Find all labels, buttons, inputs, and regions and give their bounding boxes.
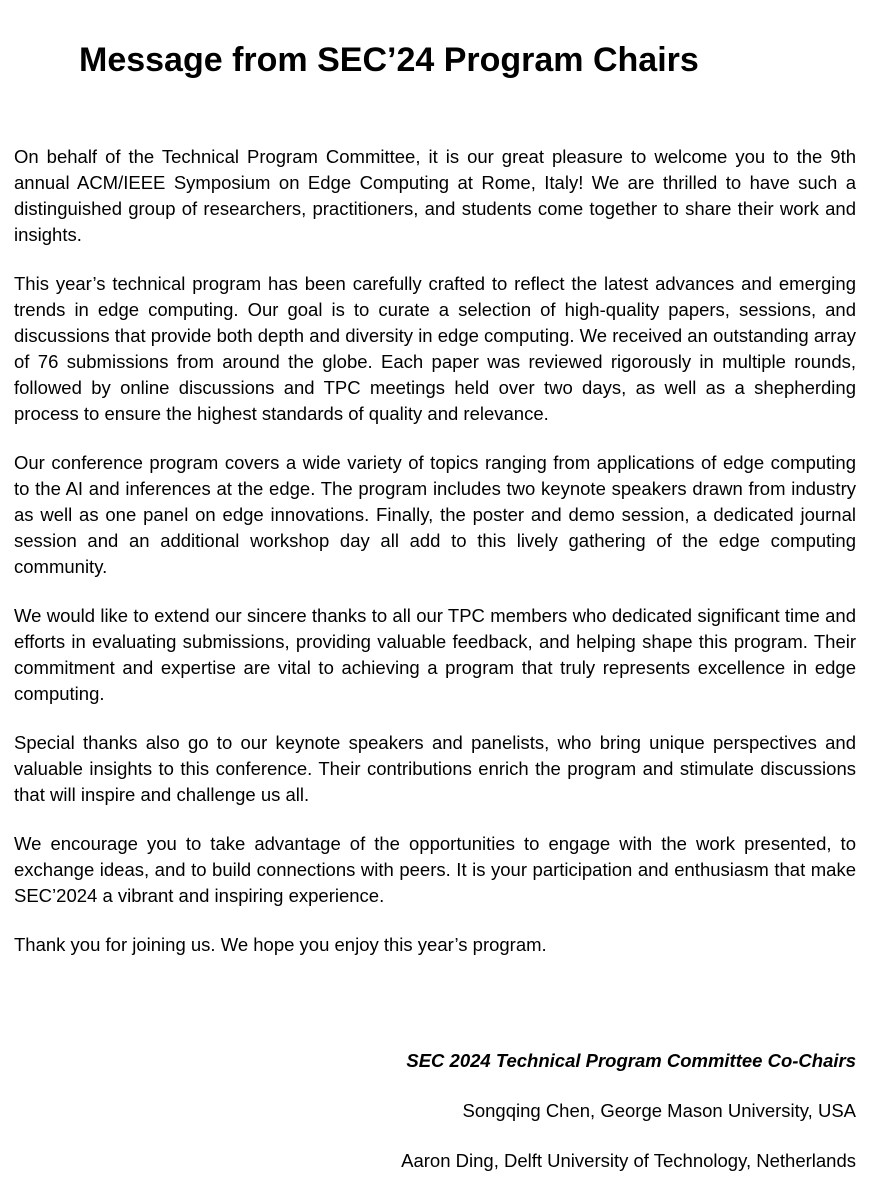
message-body [14, 144, 856, 981]
paragraph-conference-program: Our conference program covers a wide variety of topics ranging from applications of edge computing to the AI and inferences at the edge. The program includes two keynote speakers drawn from industry as well as one panel on edge innovations. Finally, the poster and demo session, a dedicated journal session and an additional workshop day all add to this lively gathering of the edge computing community. [14, 452, 856, 577]
paragraph-keynote-thanks: Special thanks also go to our keynote speakers and panelists, who bring unique perspectives and valuable insights to this conference. Their contributions enrich the program and stimulate discussions that will inspire and challenge us all. [14, 732, 856, 805]
paragraph-encouragement: We encourage you to take advantage of the opportunities to engage with the work presented, to exchange ideas, and to build connections with peers. It is your participation and enthusiasm that make SEC’2024 a vibrant and inspiring experience. [14, 833, 856, 906]
paragraph-welcome: On behalf of the Technical Program Committee, it is our great pleasure to welcome you to the 9th annual ACM/IEEE Symposium on Edge Computing at Rome, Italy! We are thrilled to have such a distinguished group of researchers, practitioners, and students come together to share their work and insights. [14, 146, 856, 245]
page-title: Message from SEC’24 Program Chairs [79, 41, 699, 79]
paragraph-technical-program: This year’s technical program has been carefully crafted to reflect the latest advances and emerging trends in edge computing. Our goal is to curate a selection of high-quality papers, sessions, and discussions that provide both depth and diversity in edge computing. We received an outstanding array of 76 submissions from around the globe. Each paper was reviewed rigorously in multiple rounds, followed by online discussions and TPC meetings held over two days, as well as a shepherding process to ensure the highest standards of quality and relevance. [14, 273, 856, 424]
signature-block [401, 1048, 856, 1198]
paragraph-tpc-thanks: We would like to extend our sincere thanks to all our TPC members who dedicated significant time and efforts in evaluating submissions, providing valuable feedback, and helping shape this program. Their commitment and expertise are vital to achieving a program that truly represents excellence in edge computing. [14, 605, 856, 704]
paragraph-closing: Thank you for joining us. We hope you enjoy this year’s program. [14, 934, 547, 955]
signature-role: SEC 2024 Technical Program Committee Co-Chairs [406, 1050, 856, 1071]
signature-chair: Aaron Ding, Delft University of Technology, Netherlands [401, 1150, 856, 1171]
signature-chair: Songqing Chen, George Mason University, USA [462, 1100, 856, 1121]
